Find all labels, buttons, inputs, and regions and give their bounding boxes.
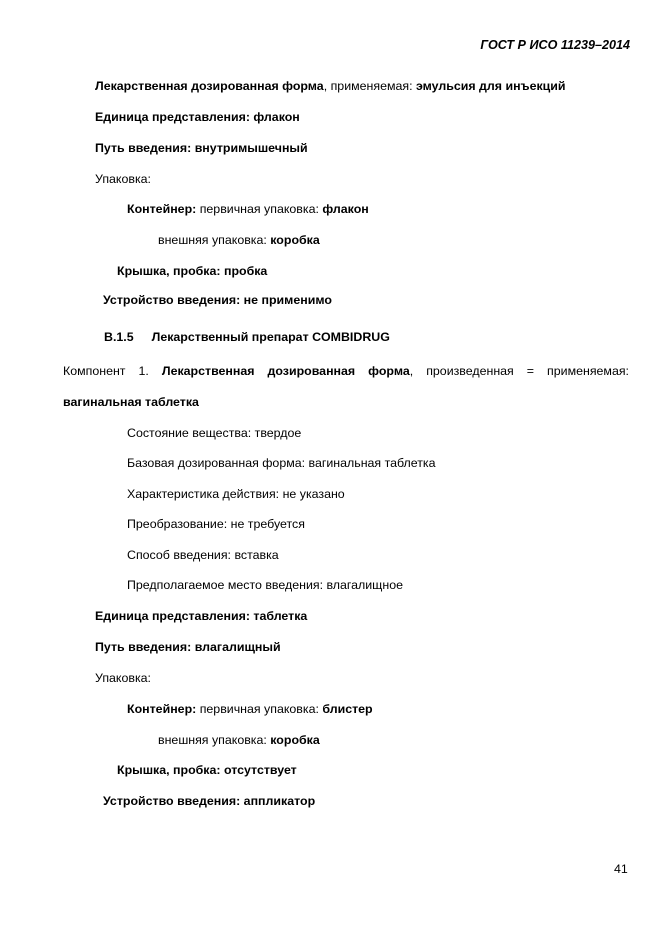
unit-line xyxy=(95,109,300,125)
route-text-2: Путь введения: влагалищный xyxy=(95,640,281,654)
component-qualifier: , произведенная = применяемая: xyxy=(409,364,629,378)
lid-text-2: Крышка, пробка: отсутствует xyxy=(117,763,297,777)
component-continuation xyxy=(63,394,199,410)
route-line-2 xyxy=(95,639,281,655)
dosage-form-value: эмульсия для инъекций xyxy=(415,79,566,93)
primary-pack-value: флакон xyxy=(322,202,369,216)
packaging-label: Упаковка: xyxy=(95,172,151,186)
dosage-form-qualifier: , применяемая: xyxy=(323,79,416,93)
page-number: 41 xyxy=(614,862,628,876)
container-line-2 xyxy=(127,701,373,717)
unit-text-2: Единица представления: таблетка xyxy=(95,609,308,623)
primary-pack-label: первичная упаковка: xyxy=(196,202,323,216)
outer-pack-label-2: внешняя упаковка: xyxy=(158,733,271,747)
section-number: В.1.5 xyxy=(104,330,134,344)
outer-pack-value-2: коробка xyxy=(270,733,320,747)
document-header: ГОСТ Р ИСО 11239–2014 xyxy=(480,38,630,52)
property-release: Характеристика действия: не указано xyxy=(127,487,345,501)
route-line xyxy=(95,140,308,156)
outer-pack-label: внешняя упаковка: xyxy=(158,233,271,247)
unit-line-2 xyxy=(95,608,307,624)
section-heading xyxy=(104,329,390,345)
unit-text: Единица представления: флакон xyxy=(95,110,300,124)
component-dosage-form: Лекарственная дозированная форма xyxy=(161,364,410,378)
primary-pack-label-2: первичная упаковка: xyxy=(196,702,323,716)
container-label-2: Контейнер: xyxy=(127,702,197,716)
property-transformation: Преобразование: не требуется xyxy=(127,517,305,531)
packaging-label-2: Упаковка: xyxy=(95,671,151,685)
component-label: Компонент 1. xyxy=(63,364,162,378)
lid-line xyxy=(117,263,267,279)
container-label: Контейнер: xyxy=(127,202,197,216)
device-text: Устройство введения: не применимо xyxy=(103,293,332,307)
section-title: Лекарственный препарат COMBIDRUG xyxy=(151,330,390,344)
dosage-form-label: Лекарственная дозированная форма xyxy=(95,79,324,93)
component-dosage-value: вагинальная таблетка xyxy=(63,395,199,409)
outer-pack-value: коробка xyxy=(270,233,320,247)
device-line xyxy=(103,292,332,308)
lid-line-2 xyxy=(117,762,297,778)
primary-pack-value-2: блистер xyxy=(322,702,373,716)
device-text-2: Устройство введения: аппликатор xyxy=(103,794,316,808)
device-line-2 xyxy=(103,793,315,809)
dosage-form-line xyxy=(95,78,566,94)
property-site: Предполагаемое место введения: влагалищное xyxy=(127,578,403,592)
property-basic-form: Базовая дозированная форма: вагинальная таблетка xyxy=(127,456,436,470)
property-admin-method: Способ введения: вставка xyxy=(127,548,279,562)
outer-pack-line xyxy=(158,232,320,248)
outer-pack-line-2 xyxy=(158,732,320,748)
property-state: Состояние вещества: твердое xyxy=(127,426,302,440)
lid-text: Крышка, пробка: пробка xyxy=(117,264,268,278)
container-line xyxy=(127,201,369,217)
route-text: Путь введения: внутримышечный xyxy=(95,141,308,155)
component-line xyxy=(63,363,629,379)
